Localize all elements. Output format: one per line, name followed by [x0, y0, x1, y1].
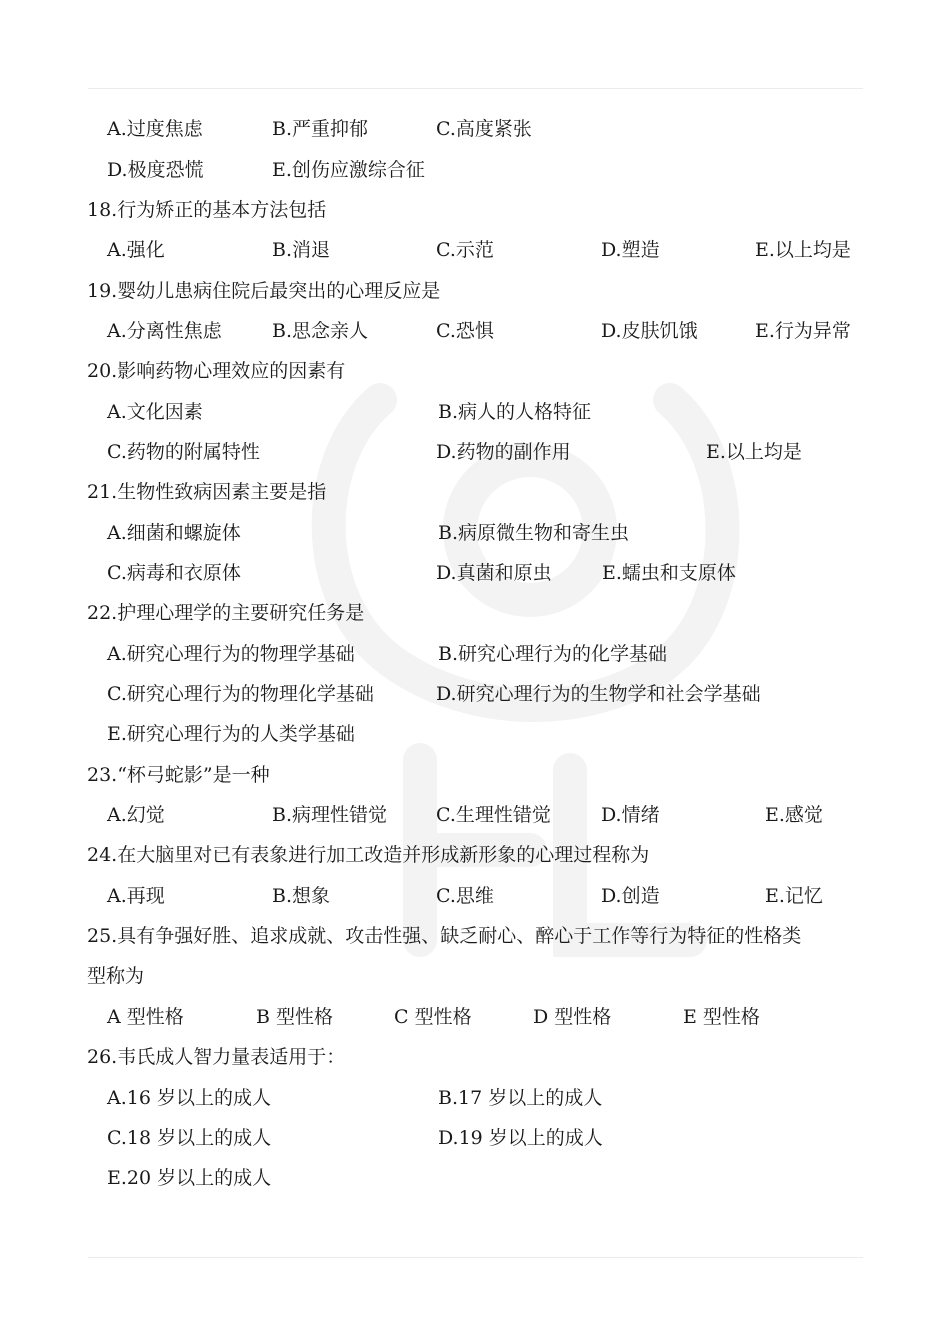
option: A.强化 [107, 239, 165, 261]
options-row [0, 1163, 950, 1193]
option: C.思维 [436, 885, 494, 907]
option: A.细菌和螺旋体 [107, 522, 241, 544]
options-row [0, 719, 950, 749]
options-row [0, 114, 950, 144]
option: B.病原微生物和寄生虫 [438, 522, 630, 544]
option: D.情绪 [601, 804, 660, 826]
option: D.塑造 [601, 239, 660, 261]
option: C.恐惧 [436, 320, 494, 342]
option: A.研究心理行为的物理学基础 [107, 643, 355, 665]
options-row [0, 639, 950, 669]
option: C.示范 [436, 239, 494, 261]
option: E.研究心理行为的人类学基础 [107, 723, 355, 745]
options-row [0, 518, 950, 548]
option: E.20 岁以上的成人 [107, 1167, 272, 1189]
option: E.以上均是 [755, 239, 851, 261]
options-row [0, 1123, 950, 1153]
options-row [0, 437, 950, 467]
footer-rule [88, 1257, 863, 1258]
question-stem: 26.韦氏成人智力量表适用于： [87, 1046, 346, 1068]
option: C.药物的附属特性 [107, 441, 260, 463]
options-row [0, 155, 950, 185]
options-row [0, 679, 950, 709]
question-stem-continued: 型称为 [87, 965, 145, 987]
option: C.研究心理行为的物理化学基础 [107, 683, 374, 705]
option: C.高度紧张 [436, 118, 532, 140]
option: A.16 岁以上的成人 [107, 1087, 271, 1109]
option: C.18 岁以上的成人 [107, 1127, 272, 1149]
option: B.思念亲人 [272, 320, 369, 342]
option: E.以上均是 [706, 441, 802, 463]
option: E.记忆 [765, 885, 823, 907]
options-row [0, 881, 950, 911]
option: A.文化因素 [107, 401, 203, 423]
option: D.创造 [601, 885, 660, 907]
option: E.行为异常 [755, 320, 851, 342]
option: D.极度恐慌 [107, 159, 204, 181]
option: B.病理性错觉 [272, 804, 388, 826]
options-row [0, 1002, 950, 1032]
options-row [0, 316, 950, 346]
option: D.研究心理行为的生物学和社会学基础 [436, 683, 761, 705]
question-stem: 24.在大脑里对已有表象进行加工改造并形成新形象的心理过程称为 [87, 844, 650, 866]
options-row [0, 235, 950, 265]
question-stem: 20.影响药物心理效应的因素有 [87, 360, 346, 382]
option: A.分离性焦虑 [107, 320, 222, 342]
options-row [0, 397, 950, 427]
option: B.病人的人格特征 [438, 401, 592, 423]
option: E.感觉 [765, 804, 823, 826]
options-row [0, 558, 950, 588]
option: B.严重抑郁 [272, 118, 369, 140]
option: A.幻觉 [107, 804, 165, 826]
option: B.17 岁以上的成人 [438, 1087, 603, 1109]
option: A 型性格 [107, 1006, 184, 1028]
question-stem: 22.护理心理学的主要研究任务是 [87, 602, 365, 624]
option: D.19 岁以上的成人 [438, 1127, 603, 1149]
option: D.药物的副作用 [436, 441, 571, 463]
question-stem: 21.生物性致病因素主要是指 [87, 481, 327, 503]
option: D.真菌和原虫 [436, 562, 552, 584]
option: E.创伤应激综合征 [272, 159, 425, 181]
option: B.想象 [272, 885, 331, 907]
header-rule [88, 88, 863, 89]
option: A.再现 [107, 885, 165, 907]
option: B.消退 [272, 239, 331, 261]
question-stem: 25.具有争强好胜、追求成就、攻击性强、缺乏耐心、醉心于工作等行为特征的性格类 [87, 925, 802, 947]
option: D.皮肤饥饿 [601, 320, 698, 342]
question-stem: 19.婴幼儿患病住院后最突出的心理反应是 [87, 280, 441, 302]
options-row [0, 800, 950, 830]
option: B 型性格 [256, 1006, 334, 1028]
option: C.病毒和衣原体 [107, 562, 241, 584]
option: E 型性格 [683, 1006, 760, 1028]
option: B.研究心理行为的化学基础 [438, 643, 668, 665]
option: C.生理性错觉 [436, 804, 551, 826]
question-stem: 18.行为矫正的基本方法包括 [87, 199, 327, 221]
option: D 型性格 [533, 1006, 612, 1028]
option: A.过度焦虑 [107, 118, 203, 140]
option: C 型性格 [394, 1006, 472, 1028]
options-row [0, 1083, 950, 1113]
question-stem: 23.“杯弓蛇影”是一种 [87, 764, 270, 786]
option: E.蠕虫和支原体 [602, 562, 736, 584]
